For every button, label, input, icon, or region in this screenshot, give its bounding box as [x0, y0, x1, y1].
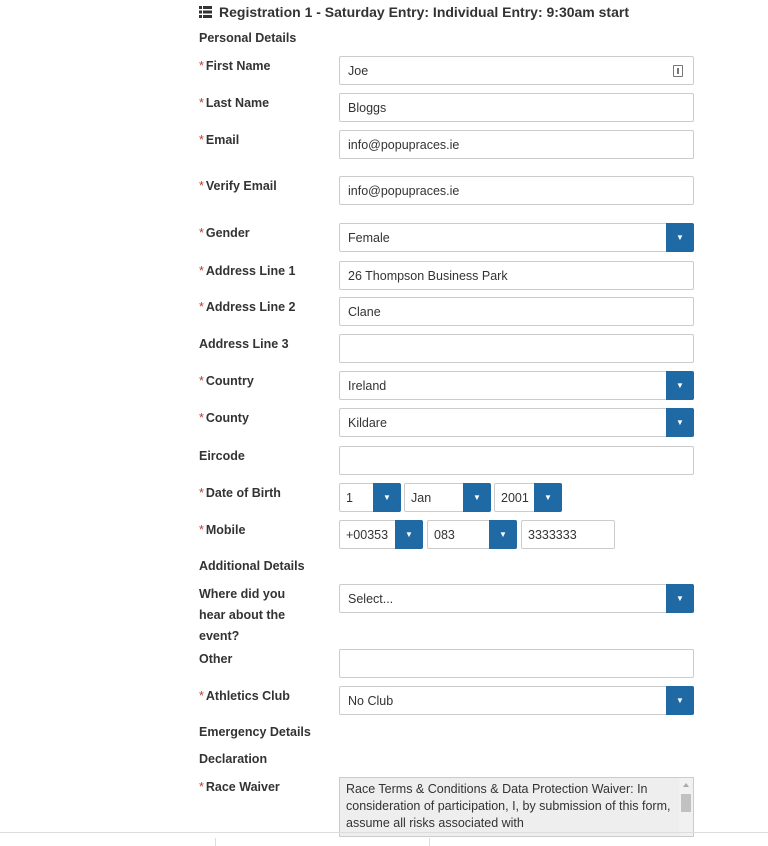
address-line-1-label: * Address Line 1 [199, 264, 296, 278]
eircode-label: Eircode [199, 449, 245, 463]
first-name-label: * First Name [199, 59, 271, 73]
triangle-down-icon[interactable]: ▼ [489, 520, 517, 549]
county-select[interactable]: Kildare ▼ [339, 408, 694, 437]
triangle-down-icon[interactable]: ▼ [666, 371, 694, 400]
last-name-label: * Last Name [199, 96, 270, 110]
triangle-down-icon[interactable]: ▼ [395, 520, 423, 549]
triangle-down-icon[interactable]: ▼ [373, 483, 401, 512]
mobile-prefix-select[interactable]: 083 ▼ [427, 520, 517, 549]
scrollbar-thumb[interactable] [681, 794, 691, 812]
gender-label: * Gender [199, 226, 250, 240]
dob-day-select[interactable]: 1 ▼ [339, 483, 401, 512]
section-personal-details: Personal Details [199, 31, 297, 45]
last-name-field[interactable]: Bloggs [339, 93, 694, 122]
mobile-country-code-select[interactable]: +00353 ▼ [339, 520, 423, 549]
county-label: * County [199, 411, 249, 425]
section-declaration: Declaration [199, 752, 268, 766]
first-name-field[interactable]: Joe [339, 56, 694, 85]
autofill-icon[interactable] [673, 65, 683, 77]
hear-about-select[interactable]: Select... ▼ [339, 584, 694, 613]
triangle-down-icon[interactable]: ▼ [463, 483, 491, 512]
hear-about-label: Where did you hear about the event? [199, 587, 286, 643]
dob-month-select[interactable]: Jan ▼ [404, 483, 491, 512]
address-line-1-field[interactable]: 26 Thompson Business Park [339, 261, 694, 290]
email-field[interactable]: info@popupraces.ie [339, 130, 694, 159]
verify-email-field[interactable]: info@popupraces.ie [339, 176, 694, 205]
address-line-3-label: Address Line 3 [199, 337, 289, 351]
triangle-down-icon[interactable]: ▼ [666, 686, 694, 715]
scroll-up-icon[interactable] [683, 783, 689, 787]
form-title-text: Registration 1 - Saturday Entry: Individual Entry: 9:30am start [219, 4, 629, 20]
athletics-club-select[interactable]: No Club ▼ [339, 686, 694, 715]
triangle-down-icon[interactable]: ▼ [666, 584, 694, 613]
verify-email-label: * Verify Email [199, 179, 277, 193]
address-line-3-field[interactable] [339, 334, 694, 363]
section-additional-details: Additional Details [199, 559, 305, 573]
other-field[interactable] [339, 649, 694, 678]
mobile-label: * Mobile [199, 523, 246, 537]
gender-select[interactable]: Female ▼ [339, 223, 694, 252]
waiver-scrollbar[interactable] [679, 778, 693, 836]
mobile-number-field[interactable]: 3333333 [521, 520, 615, 549]
race-waiver-textarea[interactable]: Race Terms & Conditions & Data Protection Waiver: In consideration of participation, I, by submission of this form, assume all risks associated with [339, 777, 694, 837]
footer-divider-tick [429, 838, 430, 846]
footer-divider [0, 832, 768, 833]
footer-divider-tick [215, 838, 216, 846]
section-emergency-details: Emergency Details [199, 725, 311, 739]
address-line-2-label: * Address Line 2 [199, 300, 296, 314]
athletics-club-label: * Athletics Club [199, 689, 290, 703]
country-select[interactable]: Ireland ▼ [339, 371, 694, 400]
other-label: Other [199, 652, 233, 666]
triangle-down-icon[interactable]: ▼ [534, 483, 562, 512]
race-waiver-label: * Race Waiver [199, 780, 280, 794]
dob-year-select[interactable]: 2001 ▼ [494, 483, 562, 512]
triangle-down-icon[interactable]: ▼ [666, 223, 694, 252]
list-icon [199, 6, 212, 18]
triangle-down-icon[interactable]: ▼ [666, 408, 694, 437]
email-label: * Email [199, 133, 240, 147]
address-line-2-field[interactable]: Clane [339, 297, 694, 326]
form-title [199, 4, 629, 20]
date-of-birth-label: * Date of Birth [199, 486, 281, 500]
eircode-field[interactable] [339, 446, 694, 475]
country-label: * Country [199, 374, 254, 388]
